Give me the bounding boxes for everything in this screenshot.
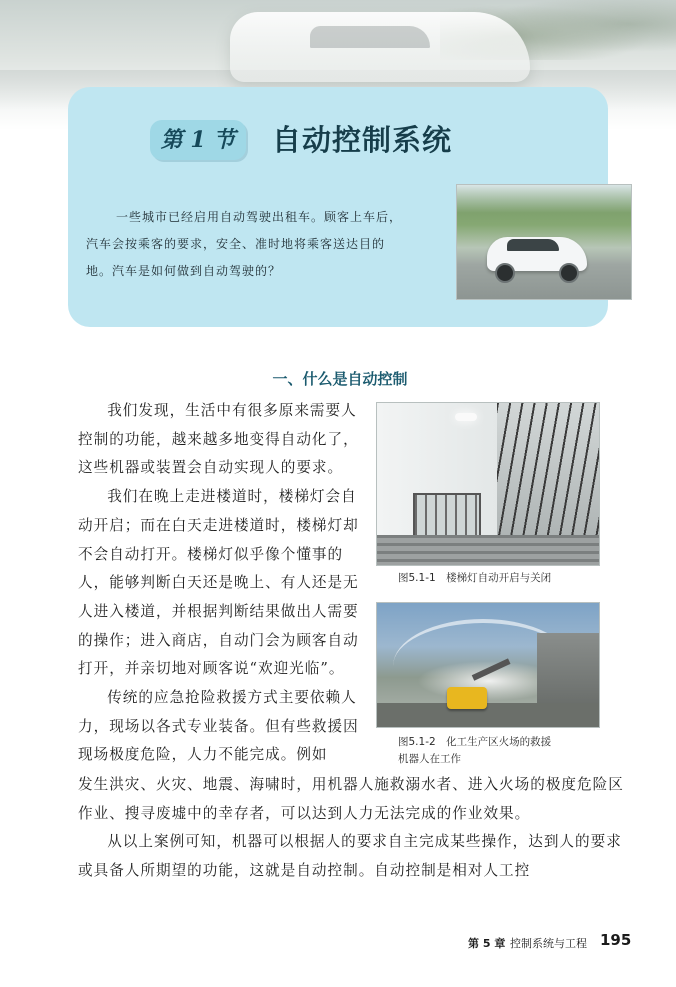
footer-chapter-title: 控制系统与工程	[510, 937, 587, 950]
self-driving-taxi-photo	[456, 184, 632, 300]
stair-steps	[377, 535, 599, 565]
car-wheel	[495, 263, 515, 283]
firefighting-robot-photo	[376, 602, 600, 728]
plant-building	[537, 633, 599, 703]
subsection-heading: 一、什么是自动控制	[272, 370, 408, 388]
paragraph-1: 我们发现，生活中有很多原来需要人控制的功能，越来越多地变得自动化了，这些机器或装置会自动实现人的要求。	[78, 402, 359, 477]
intro-line: 地。汽车是如何做到自动驾驶的？	[86, 264, 282, 278]
paragraph-3-start: 传统的应急抢险救援方式主要依赖人力，现场以各式专业装备。但有些救援因现场极度危险，人力不能完成。例如	[78, 689, 359, 764]
car-window	[507, 239, 559, 251]
paragraph-2: 我们在晚上走进楼道时，楼梯灯会自动开启；而在白天走进楼道时，楼梯灯却不会自动打开。楼梯灯似乎像个懂事的人，能够判断白天还是晚上、有人还是无人进入楼道，并根据判断结果做出人需要的操作；进入商店，自动门会为顾客自动打开，并亲切地对顾客说“欢迎光临”。	[78, 488, 359, 678]
paragraph-3-end: 发生洪灾、火灾、地震、海啸时，用机器人施救溺水者、进入火场的极度危险区作业、搜寻废墟中的幸存者，可以达到人力无法完成的作业效果。	[78, 776, 624, 822]
banner-car	[230, 12, 530, 82]
intro-line: 汽车会按乘客的要求，安全、准时地将乘客送达目的	[86, 237, 386, 251]
stairwell-light-photo	[376, 402, 600, 566]
body-column	[78, 397, 372, 770]
banner-car-window	[310, 26, 430, 48]
intro-line: 一些城市已经启用自动驾驶出租车。顾客上车后，	[116, 210, 403, 224]
footer-chapter-number: 第 5 章	[468, 937, 506, 950]
paragraph-4: 从以上案例可知，机器可以根据人的要求自主完成某些操作，达到人的要求或具备人所期望的功能，这就是自动控制。自动控制是相对人工控	[78, 833, 622, 880]
car-wheel	[559, 263, 579, 283]
page-number: 195	[600, 931, 632, 949]
intro-paragraph	[86, 204, 446, 285]
figure-caption-1: 图5.1-1 楼梯灯自动开启与关闭	[398, 572, 552, 584]
body-full-width	[78, 771, 626, 886]
figure-caption-2: 图5.1-2 化工生产区火场的救援 机器人在工作	[398, 736, 552, 765]
section-number-badge: 第 1 节	[150, 120, 246, 160]
section-title: 自动控制系统	[272, 123, 453, 157]
rescue-robot	[447, 687, 487, 709]
stair-lamp	[455, 413, 477, 421]
